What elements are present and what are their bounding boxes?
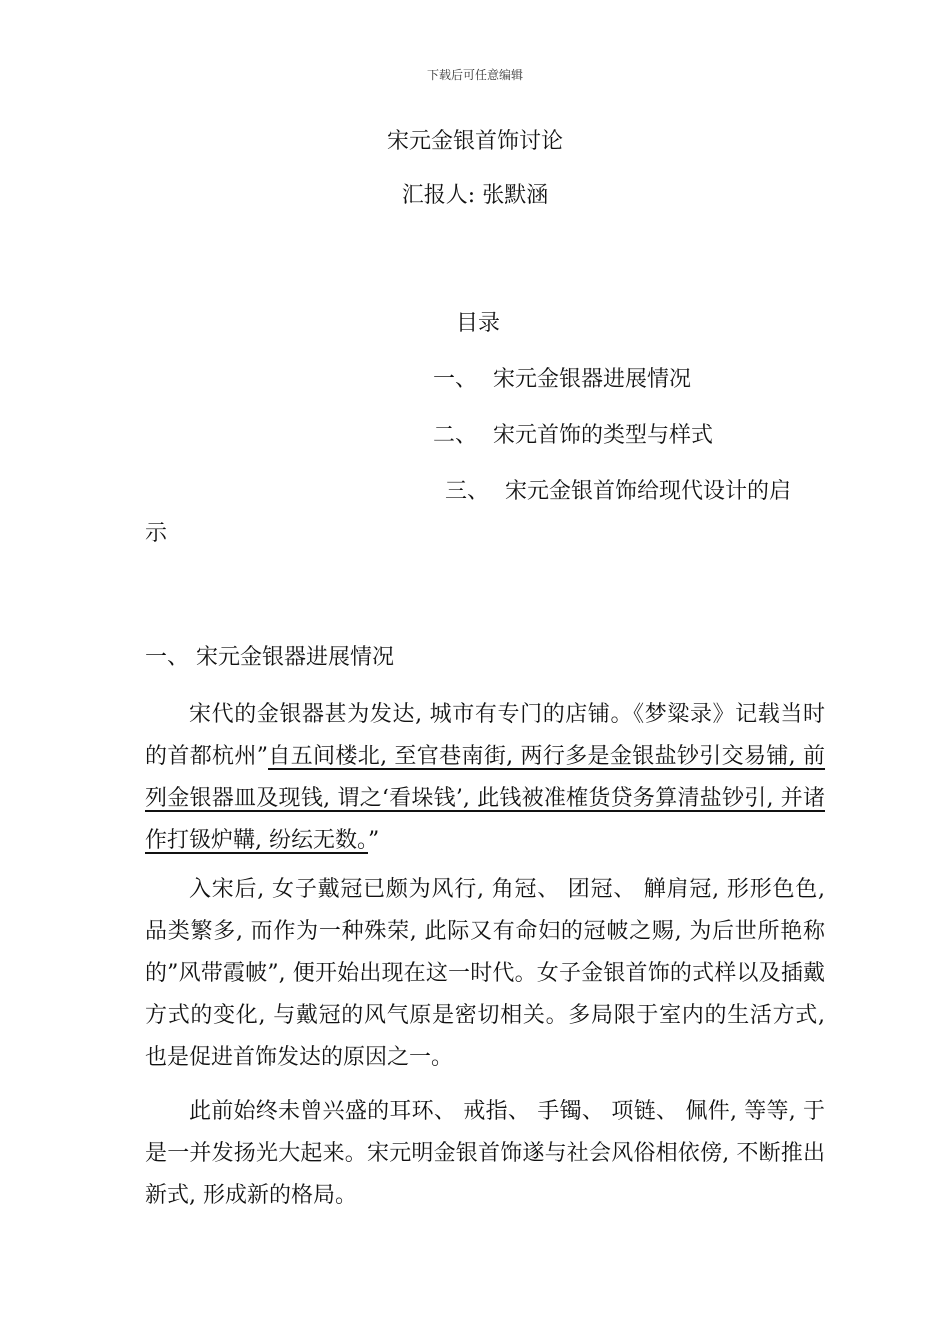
toc-item-number: 三、: [445, 479, 490, 504]
paragraph-1: [145, 694, 825, 862]
toc-item-3: [445, 474, 791, 505]
paragraph-1-tail: ”: [368, 828, 380, 853]
toc-item-number: 二、: [433, 423, 478, 448]
paragraph-2: 入宋后, 女子戴冠已颇为风行, 角冠、 团冠、 觯肩冠, 形形色色, 品类繁多, 而作为一种殊荣, 此际又有命妇的冠帔之赐, 为后世所艳称的”风带霞帔”, 便开始出现在这一时代。女子金银首饰的式样以及插戴方式的变化, 与戴冠的风气原是密切相关。多局限于室内的生活方式, 也是促进首饰发达的原因之一。: [145, 877, 825, 1070]
toc-heading: 目录: [456, 311, 501, 336]
paragraph-1-lead: 宋代的金银器甚为发达, 城市有专门的店铺。《梦粱录》记载当时的首都杭州”: [145, 702, 825, 769]
document-title: 宋元金银首饰讨论: [386, 129, 563, 154]
toc-item-number: 一、: [433, 367, 478, 392]
paragraph-3: 此前始终未曾兴盛的耳环、 戒指、 手镯、 项链、 佩件, 等等, 于是一并发扬光大起来。宋元明金银首饰遂与社会风俗相依傍, 不断推出新式, 形成新的格局。: [145, 1099, 825, 1208]
section-heading: 一、 宋元金银器进展情况: [145, 645, 394, 670]
toc-item-text: 宋元金银首饰给现代设计的启: [505, 479, 792, 504]
header-note: 下载后可任意编辑: [426, 68, 523, 82]
toc-item-1: [433, 362, 691, 393]
toc-item-2: [433, 418, 713, 449]
toc-item-text: 宋元首饰的类型与样式: [493, 423, 714, 448]
toc-item-3-continuation: 示: [145, 521, 168, 546]
toc-item-text: 宋元金银器进展情况: [493, 367, 692, 392]
reporter-line: 汇报人: 张默涵: [401, 183, 549, 208]
underlined-quote: 自五间楼北, 至官巷南街, 两行多是金银盐钞引交易铺, 前列金银器皿及现钱, 谓之‘看垛钱’, 此钱被准榷货贷务算清盐钞引, 并诸作打钑炉鞲, 纷纭无数。: [145, 744, 826, 853]
